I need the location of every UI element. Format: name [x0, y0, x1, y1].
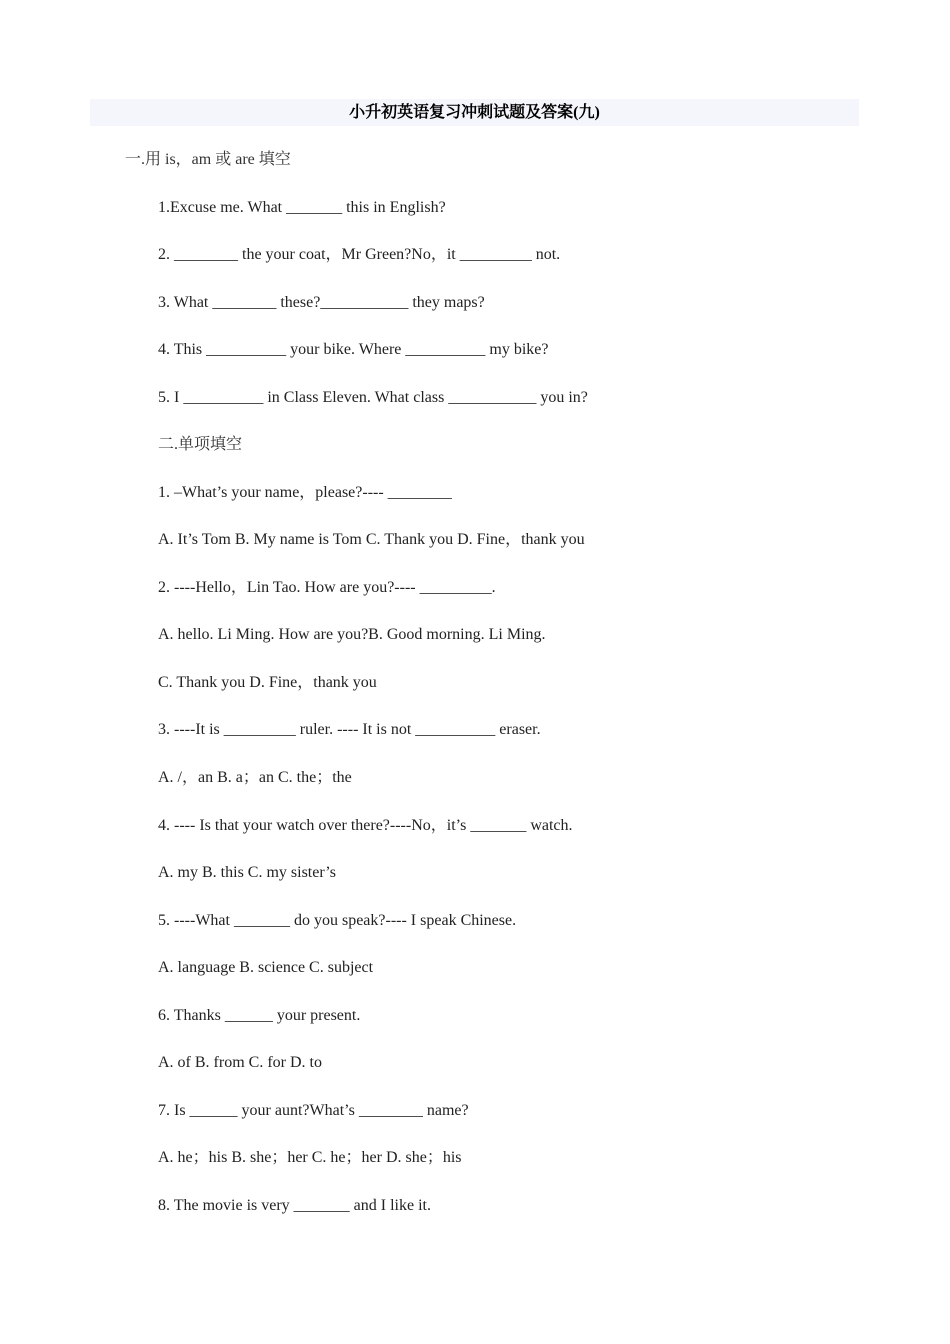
question-1: 1. –What’s your name，please?---- ________ — [158, 484, 452, 501]
document-title: 小升初英语复习冲刺试题及答案(九) — [349, 104, 600, 121]
title-bar — [90, 99, 859, 126]
question-1-options: A. It’s Tom B. My name is Tom C. Thank you D. Fine，thank you — [158, 531, 585, 548]
question-5-options: A. language B. science C. subject — [158, 959, 374, 976]
question-5: 5. ----What _______ do you speak?---- I speak Chinese. — [158, 912, 517, 929]
section-1-item-4: 4. This __________ your bike. Where __________ my bike? — [158, 341, 549, 358]
question-2-options-a-b: A. hello. Li Ming. How are you?B. Good morning. Li Ming. — [158, 626, 546, 643]
question-7-options: A. he；his B. she；her C. he；her D. she；his — [158, 1149, 462, 1166]
question-3: 3. ----It is _________ ruler. ---- It is not __________ eraser. — [158, 721, 541, 738]
section-2-heading: 二.单项填空 — [158, 436, 243, 453]
question-4: 4. ---- Is that your watch over there?----No，it’s _______ watch. — [158, 817, 573, 834]
question-7: 7. Is ______ your aunt?What’s ________ name? — [158, 1102, 469, 1119]
section-1-item-2: 2. ________ the your coat，Mr Green?No，it _________ not. — [158, 246, 561, 263]
question-2: 2. ----Hello，Lin Tao. How are you?---- _________. — [158, 579, 496, 596]
section-1-item-3: 3. What ________ these?___________ they maps? — [158, 294, 485, 311]
section-1-item-1: 1.Excuse me. What _______ this in English? — [158, 199, 446, 216]
section-1-heading: 一.用 is，am 或 are 填空 — [125, 151, 291, 168]
question-8: 8. The movie is very _______ and I like it. — [158, 1197, 431, 1214]
question-2-options-c-d: C. Thank you D. Fine，thank you — [158, 674, 377, 691]
section-1-item-5: 5. I __________ in Class Eleven. What class ___________ you in? — [158, 389, 588, 406]
question-4-options: A. my B. this C. my sister’s — [158, 864, 336, 881]
question-6-options: A. of B. from C. for D. to — [158, 1054, 322, 1071]
question-3-options: A. /，an B. a；an C. the；the — [158, 769, 352, 786]
question-6: 6. Thanks ______ your present. — [158, 1007, 361, 1024]
